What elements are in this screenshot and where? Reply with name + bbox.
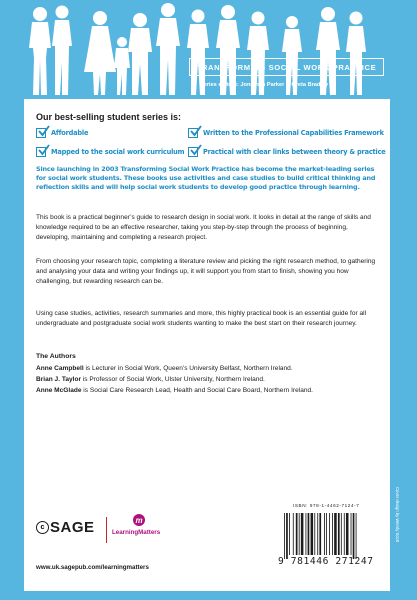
barcode-bar [341, 513, 342, 555]
author-name: Brian J. Taylor [36, 376, 81, 383]
sage-logo [36, 519, 95, 536]
checkbox-icon [36, 128, 46, 138]
series-title-box [189, 58, 384, 76]
barcode-bar [286, 513, 288, 559]
learning-matters-logo [112, 514, 170, 544]
barcode-bar [346, 513, 349, 555]
series-description: Since launching in 2003 Transforming Social Work Practice has become the market-leading series for social work students. These books use activities and case studies to build critical thinking and reflection skills and will help social work students to develop good practice through learning. [36, 165, 376, 192]
back-cover-panel [24, 99, 390, 591]
barcode-bar [356, 513, 357, 559]
author-entry [36, 376, 265, 383]
author-bio: is Lecturer in Social Work, Queen’s University Belfast, Northern Ireland. [83, 365, 293, 372]
checkbox-icon [188, 128, 198, 138]
body-paragraph-1: This book is a practical beginner’s guide to research design in social work. It looks in detail at the range of skills and knowledge required to be an effective researcher, taking you step-by-step through the process of beginning, developing, maintaining and completing a research project. [36, 214, 371, 241]
barcode-bar [324, 513, 325, 555]
barcode-bar [351, 513, 352, 555]
barcode-bar [344, 513, 345, 555]
barcode-bar [293, 513, 294, 555]
barcode-bar [314, 513, 315, 555]
feature-label: Mapped to the social work curriculum [51, 148, 185, 156]
author-name: Anne Campbell [36, 365, 84, 372]
barcode-bar [353, 513, 355, 559]
series-title: TRANSFORMING SOCIAL WORK PRACTICE [196, 62, 377, 72]
body-paragraph-2: From choosing your research topic, completing a literature review and picking the right research method, to gathering and analysing your data and writing your findings up, it will support you from start to finish, showing you how challenging, but rewarding research can be. [36, 258, 376, 285]
author-entry [36, 387, 313, 394]
barcode-bar [326, 513, 327, 555]
best-selling-heading: Our best-selling student series is: [36, 112, 182, 122]
barcode-bar [332, 513, 333, 555]
learning-matters-mark-icon: m [133, 514, 145, 526]
series-editors: Series editors: Jonathan Parker & Greta Bradley [200, 82, 329, 88]
learning-matters-name: LearningMatters [112, 529, 161, 536]
check-icon [190, 125, 202, 137]
barcode-bar [306, 513, 307, 555]
barcode-bar [284, 513, 285, 559]
barcode-bar [329, 513, 330, 555]
feature-label: Practical with clear links between theory & practice [203, 148, 386, 156]
barcode-bar [338, 513, 340, 555]
author-name: Anne McGlade [36, 387, 82, 394]
feature-label: Affordable [51, 129, 89, 137]
body-paragraph-3: Using case studies, activities, research summaries and more, this highly practical book is an essential guide for all undergraduate and postgraduate social work students wanting to make the best start on their research journey. [36, 310, 367, 327]
barcode-bar [319, 513, 321, 555]
barcode-bar [296, 513, 298, 555]
checkbox-icon [36, 147, 46, 157]
barcode-bar [308, 513, 310, 555]
barcode-bar [299, 513, 300, 555]
author-bio: is Social Care Research Lead, Health and Social Care Board, Northern Ireland. [81, 387, 313, 394]
people-silhouettes [0, 0, 417, 95]
barcode-bar [311, 513, 314, 555]
barcode-number: 9 781446 271247 [278, 556, 374, 567]
feature-affordable [36, 128, 88, 138]
sage-name: SAGE [50, 519, 95, 536]
barcode [282, 513, 374, 559]
feature-curriculum [36, 147, 184, 157]
check-icon [38, 125, 50, 137]
barcode-bar [334, 513, 337, 555]
checkbox-icon [188, 147, 198, 157]
feature-practical [188, 147, 386, 157]
feature-pcf [188, 128, 384, 138]
isbn-label: ISBN: 978-1-4462-7124-7 [293, 503, 360, 508]
feature-label: Written to the Professional Capabilities Framework [203, 129, 384, 137]
check-icon [190, 144, 202, 156]
logo-divider [106, 517, 107, 543]
authors-heading: The Authors [36, 353, 76, 360]
barcode-bar [289, 513, 290, 555]
barcode-bar [317, 513, 318, 555]
author-bio: is Professor of Social Work, Ulster University, Northern Ireland. [81, 376, 265, 383]
sage-mark-icon: c [36, 521, 49, 534]
check-icon [38, 144, 50, 156]
cover-credit: Cover design by Wendy Scott [395, 487, 400, 543]
author-entry [36, 365, 293, 372]
publisher-website: www.uk.sagepub.com/learningmatters [36, 564, 149, 571]
barcode-bar [301, 513, 304, 555]
